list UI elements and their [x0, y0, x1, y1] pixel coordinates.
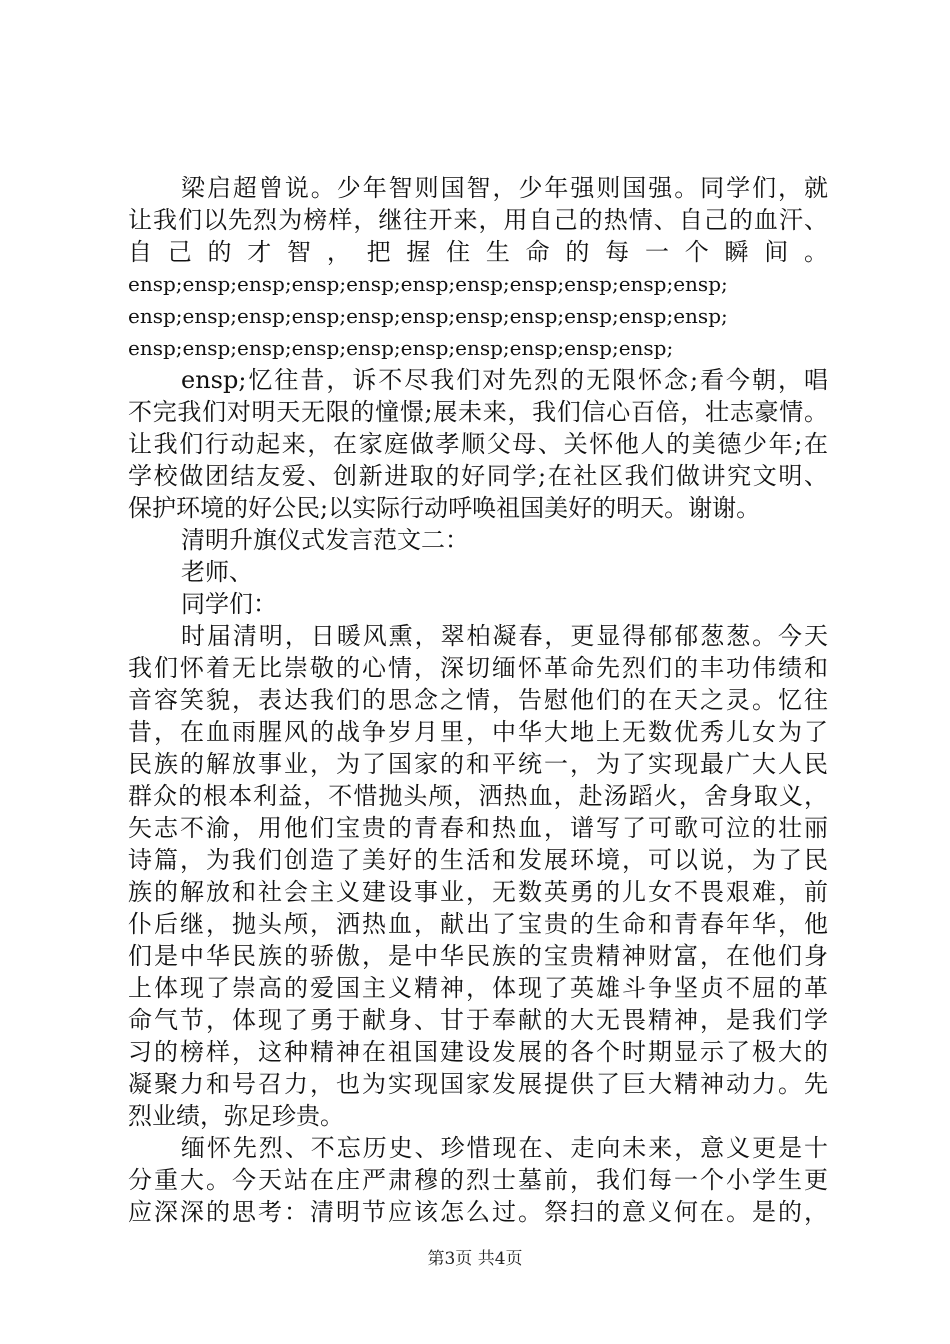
text-line: 习的榜样，这种精神在祖国建设发展的各个时期显示了极大的 [128, 1038, 828, 1066]
text-line: 矢志不渝，用他们宝贵的青春和热血，谱写了可歌可泣的壮丽 [128, 814, 828, 842]
text-line: 时届清明，日暖风熏，翠柏凝春，更显得郁郁葱葱。今天 [181, 622, 828, 650]
text-line: 自己的才智，把握住生命的每一个瞬间。 [128, 238, 828, 266]
text-line: 缅怀先烈、不忘历史、珍惜现在、走向未来，意义更是十 [181, 1134, 828, 1162]
text-line: 分重大。今天站在庄严肃穆的烈士墓前，我们每一个小学生更 [128, 1166, 828, 1194]
text-line: 学校做团结友爱、创新进取的好同学;在社区我们做讲究文明、 [128, 462, 828, 490]
text-line: 诗篇，为我们创造了美好的生活和发展环境，可以说，为了民 [128, 846, 828, 874]
text-line: 烈业绩，弥足珍贵。 [128, 1102, 344, 1130]
text-line: 族的解放和社会主义建设事业，无数英勇的儿女不畏艰难，前 [128, 878, 828, 906]
text-line: 们是中华民族的骄傲，是中华民族的宝贵精神财富，在他们身 [128, 942, 828, 970]
text-line: 民族的解放事业，为了国家的和平统一，为了实现最广大人民 [128, 750, 828, 778]
text-line: ensp;ensp;ensp;ensp;ensp;ensp;ensp;ensp;ensp;ensp;ensp; [128, 304, 728, 328]
text-line: 上体现了崇高的爱国主义精神，体现了英雄斗争坚贞不屈的革 [128, 974, 828, 1002]
text-line: 音容笑貌，表达我们的思念之情，告慰他们的在天之灵。忆往 [128, 686, 828, 714]
text-line: 梁启超曾说。少年智则国智，少年强则国强。同学们，就 [181, 174, 828, 202]
text-line: 命气节，体现了勇于献身、甘于奉献的大无畏精神，是我们学 [128, 1006, 828, 1034]
text-line: 清明升旗仪式发言范文二： [181, 526, 469, 554]
text-line: 不完我们对明天无限的憧憬;展未来，我们信心百倍，壮志豪情。 [128, 398, 828, 426]
text-line: 昔，在血雨腥风的战争岁月里，中华大地上无数优秀儿女为了 [128, 718, 828, 746]
page-footer: 第3页 共4页 [427, 1249, 523, 1269]
text-line: 应深深的思考：清明节应该怎么过。祭扫的意义何在。是的， [128, 1198, 828, 1226]
text-line: 仆后继，抛头颅，洒热血，献出了宝贵的生命和青春年华，他 [128, 910, 828, 938]
text-line: ensp;忆往昔，诉不尽我们对先烈的无限怀念;看今朝，唱 [181, 366, 828, 394]
text-line: 群众的根本利益，不惜抛头颅，洒热血，赴汤蹈火，舍身取义， [128, 782, 828, 810]
text-line: ensp;ensp;ensp;ensp;ensp;ensp;ensp;ensp;ensp;ensp; [128, 336, 674, 360]
text-line: 老师、 [181, 558, 253, 586]
text-line: 让我们以先烈为榜样，继往开来，用自己的热情、自己的血汗、 [128, 206, 828, 234]
text-line: 凝聚力和号召力，也为实现国家发展提供了巨大精神动力。先 [128, 1070, 828, 1098]
text-line: 让我们行动起来，在家庭做孝顺父母、关怀他人的美德少年;在 [128, 430, 828, 458]
text-line: 我们怀着无比崇敬的心情，深切缅怀革命先烈们的丰功伟绩和 [128, 654, 828, 682]
text-line: ensp;ensp;ensp;ensp;ensp;ensp;ensp;ensp;ensp;ensp;ensp; [128, 272, 728, 296]
text-line: 保护环境的好公民;以实际行动呼唤祖国美好的明天。谢谢。 [128, 494, 761, 522]
document-body [128, 172, 828, 1228]
text-line: 同学们： [181, 590, 277, 618]
